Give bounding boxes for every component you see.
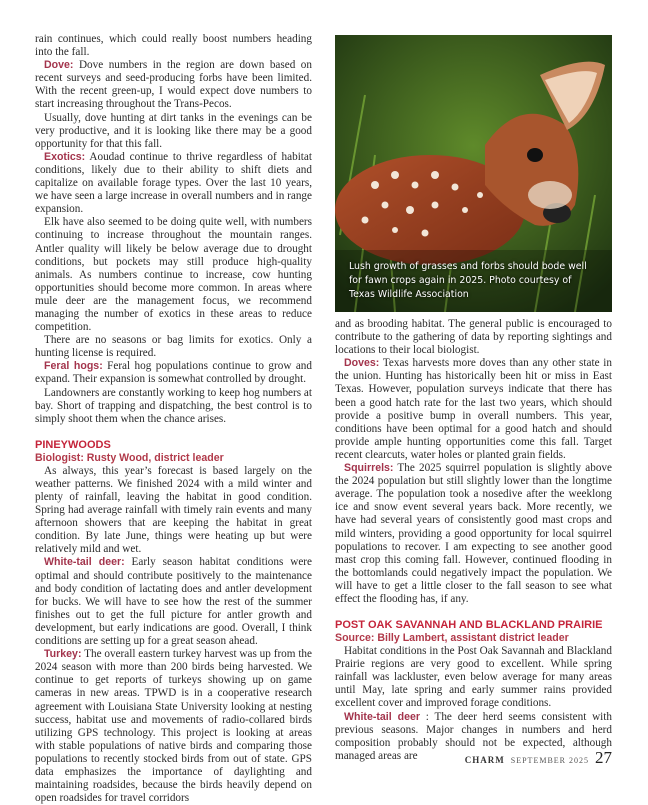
paragraph: As always, this year’s forecast is based largely on the weather patterns. We finished 2024 with a mild winter and plenty of rainfall, leaving the habitat in good condition. Spring had average rainfall with timely rain events and many afternoon showers that are keeping the habitat in great condition. By late June, things were heating up but were relatively mild and wet. xyxy=(35,464,312,556)
paragraph-text: The overall eastern turkey harvest was up from the 2024 season with more than 200 birds being harvested. We continue to get reports of turkeys showing up on game cameras in new areas. TPWD is in a cooperative research agreement with Louisiana State University looking at nesting success, habitat use and movements of radio-collared birds utilizing GPS technology. This project is looking at areas with stable populations of native birds and comparing those populations to recently stocked birds from out of state. GPS data emphasizes the importance of daylighting and maintaining roadsides, because the birds heavily depend on open roadsides for travel corridors xyxy=(35,648,312,805)
fawn-photo xyxy=(335,35,612,312)
section-heading: PINEYWOODS xyxy=(35,438,111,451)
paragraph-squirrels xyxy=(335,462,612,606)
section-byline: Biologist: Rusty Wood, district leader xyxy=(35,451,224,464)
paragraph: Habitat conditions in the Post Oak Savannah and Blackland Prairie regions are very good to excellent. While spring rainfall was lackluster, even below average for many areas until May, late spring and early summer rains provided excellent cover and improved forage conditions. xyxy=(335,645,612,710)
right-column xyxy=(335,318,612,763)
issue-date: SEPTEMBER 2025 xyxy=(510,756,589,765)
paragraph-doves xyxy=(335,357,612,462)
paragraph-text: Feral hog populations continue to grow and expand. Their expansion is somewhat controlled by drought. xyxy=(35,360,312,386)
paragraph: Landowners are constantly working to keep hog numbers at bay. Short of trapping and dispatching, the best control is to simply shoot them when the chance arises. xyxy=(35,386,312,425)
section-label: Squirrels: xyxy=(344,462,394,475)
page-number: 27 xyxy=(595,748,612,767)
photo-caption: Lush growth of grasses and forbs should bode well for fawn crops again in 2025. Photo courtesy of Texas Wildlife Association xyxy=(349,261,587,300)
paragraph: There are no seasons or bag limits for exotics. Only a hunting license is required. xyxy=(35,334,312,360)
section-label: Doves: xyxy=(344,357,380,370)
section-heading: POST OAK SAVANNAH AND BLACKLAND PRAIRIE xyxy=(335,619,603,632)
paragraph-text: Dove numbers in the region are down based on recent surveys and seed-producing forbs have been limited. With the recent green-up, I would expect dove numbers to start increasing throughout the Trans-Pecos. xyxy=(35,59,312,111)
paragraph-turkey xyxy=(35,648,312,805)
section-label: Feral hogs: xyxy=(44,360,103,373)
paragraph-text: : The deer herd seems consistent with previous seasons. Major changes in numbers and herd composition probably should not be expected, although managed areas are xyxy=(335,710,612,762)
paragraph-text: Aoudad continue to thrive regardless of habitat conditions, likely due to their ability to shift diets and capitalize on available forage types. Over the last 10 years, we have seen a large increase in overall numbers and in range expansion. xyxy=(35,150,312,216)
paragraph: rain continues, which could really boost numbers heading into the fall. xyxy=(35,33,312,59)
section-label: Dove: xyxy=(44,59,74,72)
paragraph: and as brooding habitat. The general public is encouraged to contribute to the gathering of data by reporting sightings and locations to their local biologist. xyxy=(335,318,612,357)
section-byline: Source: Billy Lambert, assistant district leader xyxy=(335,632,569,645)
paragraph: Elk have also seemed to be doing quite well, with numbers continuing to increase throughout the mountain ranges. Antler quality will likely be below average due to drought conditions, but pockets may still produce high-quality animals. As numbers continue to increase, cow hunting opportunities should become more common. In areas where mule deer are the management focus, we recommend managing the number of exotics in these areas to reduce competition. xyxy=(35,216,312,334)
paragraph-text: Early season habitat conditions were optimal and should contribute positively to the maintenance and body condition of lactating does and antler development for bucks. We will have to see how the rest of the summer finishes out to get the full picture for antler growth and development, but early indications are good. Overall, I think conditions are setting up for a great season ahead. xyxy=(35,556,312,648)
section-label: White-tail deer xyxy=(344,710,420,723)
section-label: Turkey: xyxy=(44,648,82,661)
page-footer xyxy=(465,748,612,768)
paragraph: Usually, dove hunting at dirt tanks in the evenings can be very productive, and it is looking like there may be a good opportunity for that this fall. xyxy=(35,111,312,150)
magazine-name: CHARM xyxy=(464,755,505,765)
paragraph-whitetail xyxy=(35,556,312,648)
left-column xyxy=(35,33,312,805)
section-label: White-tail deer: xyxy=(44,556,125,569)
paragraph-text: Texas harvests more doves than any other state in the union. Hunting has historically been hit or miss in East Texas. However, population surveys indicate that there has been a good hatch rate for the last two years, which should provide a positive bump in overall numbers. This year, conditions have been optimal for a good hatch and should provide ample hunting opportunities come this fall. Target recent clearcuts, water holes or planted grain fields. xyxy=(335,357,612,461)
paragraph-dove xyxy=(35,59,312,111)
paragraph-hogs xyxy=(35,360,312,386)
section-label: Exotics: xyxy=(44,150,86,163)
paragraph-text: The 2025 squirrel population is slightly above the 2024 population but still slightly lower than the longtime average. The population took a nosedive after the weeklong ice and snow event several years back. More recently, we have had several years of consistently good mast crops and mild winters, providing a good opportunity for local squirrel populations to recover. I am expecting to see another good mast crop this coming fall. However, continued flooding in the bottomlands could negatively impact the population. We will have to get a little closer to the fall season to see what effect the flooding has, if any. xyxy=(335,462,612,605)
paragraph-exotics xyxy=(35,151,312,216)
